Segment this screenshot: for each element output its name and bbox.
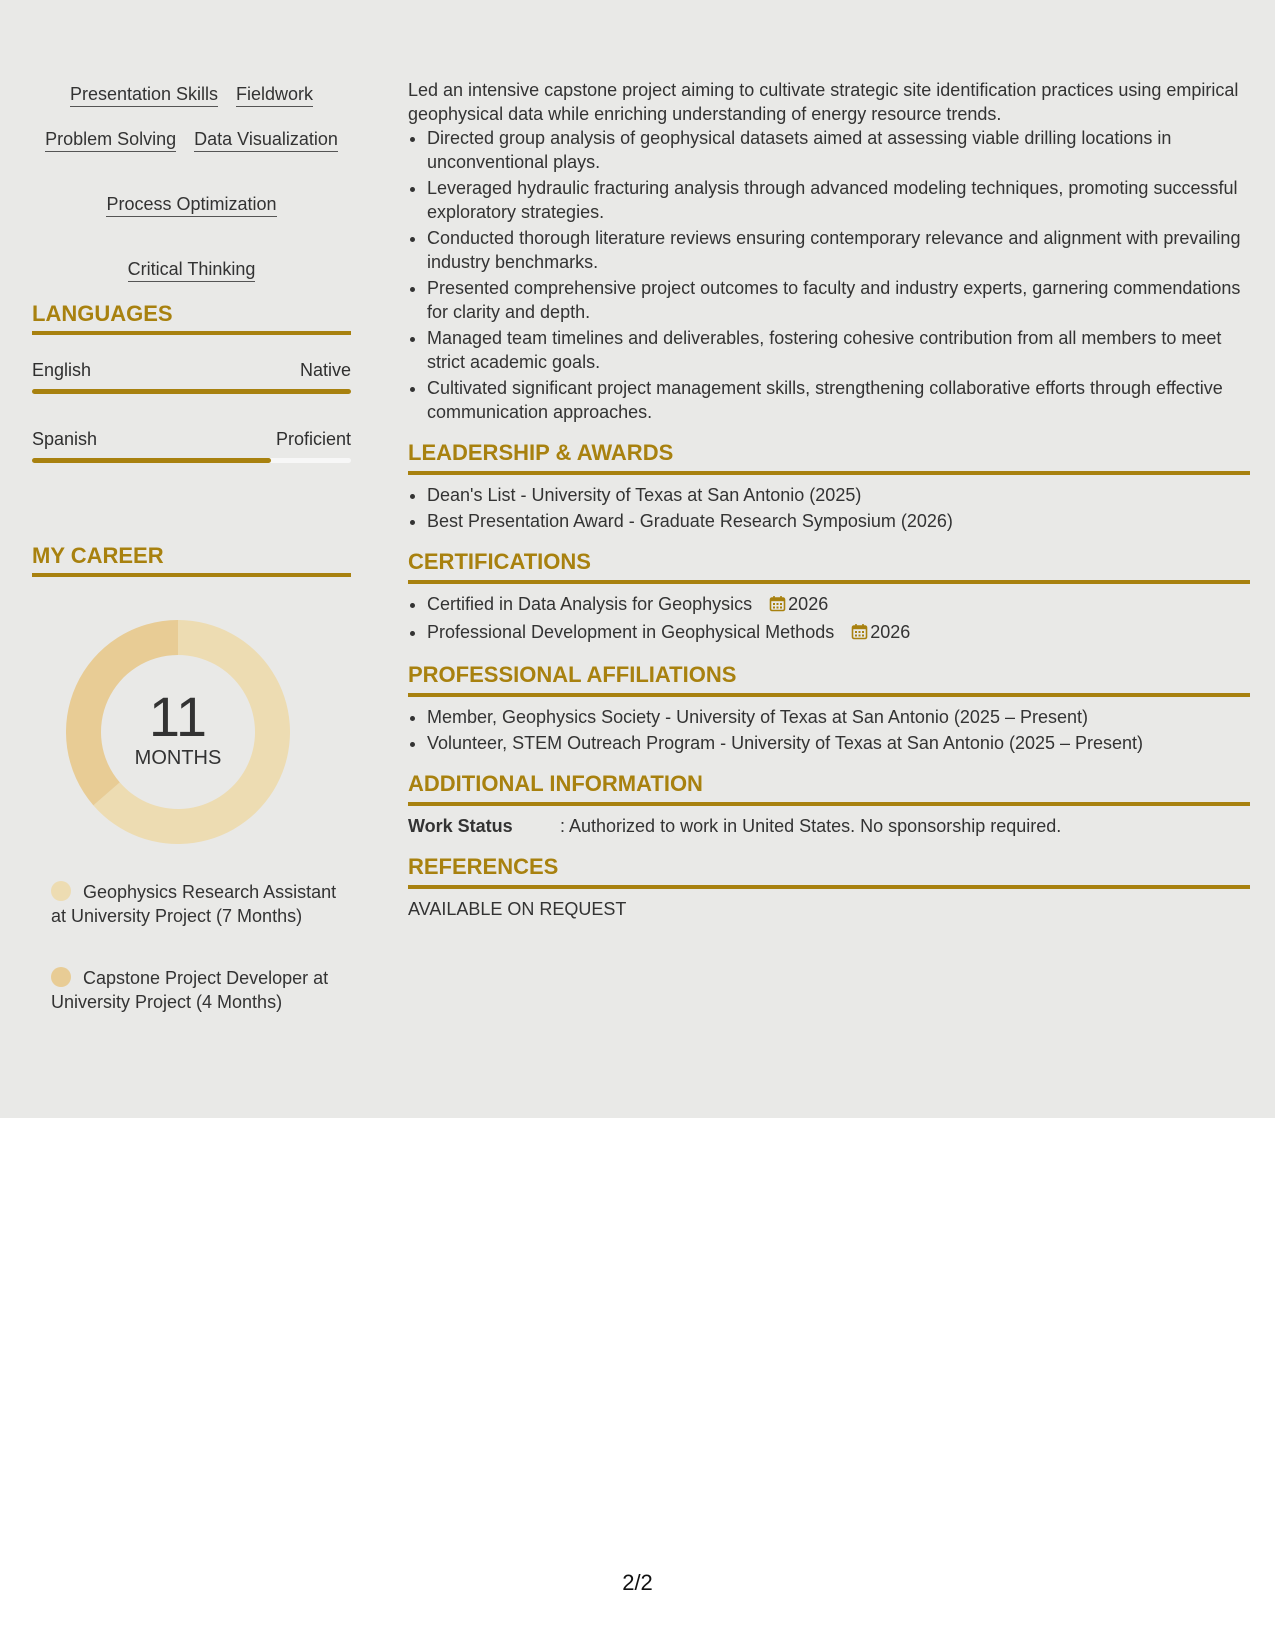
affiliation-item: • Member, Geophysics Society - University of Texas at San Antonio (2025 – Present) bbox=[427, 705, 1250, 729]
calendar-icon bbox=[851, 622, 868, 646]
additional-info-heading: ADDITIONAL INFORMATION bbox=[408, 771, 1250, 806]
language-bar-fill bbox=[32, 389, 351, 394]
certifications-list bbox=[408, 592, 1250, 646]
project-bullets bbox=[408, 126, 1250, 424]
language-row-english bbox=[32, 359, 351, 381]
project-bullet: • Presented comprehensive project outcomes to faculty and industry experts, garnering commendations for clarity and depth. bbox=[427, 276, 1250, 324]
award-item: • Dean's List - University of Texas at San Antonio (2025) bbox=[427, 483, 1250, 507]
legend-swatch bbox=[51, 881, 71, 901]
award-item: • Best Presentation Award - Graduate Research Symposium (2026) bbox=[427, 509, 1250, 533]
legend-label: Capstone Project Developer at University Project (4 Months) bbox=[51, 968, 329, 1012]
language-bar-spanish bbox=[32, 458, 351, 463]
certification-name: Professional Development in Geophysical Methods bbox=[427, 622, 835, 642]
certifications-heading: CERTIFICATIONS bbox=[408, 549, 1250, 584]
career-heading: MY CAREER bbox=[32, 543, 351, 577]
language-name: English bbox=[32, 360, 92, 380]
language-level: Native bbox=[299, 360, 351, 380]
legend-label: Geophysics Research Assistant at University Project (7 Months) bbox=[51, 882, 337, 926]
work-status-value: : Authorized to work in United States. No sponsorship required. bbox=[560, 816, 1062, 836]
career-total-unit: MONTHS bbox=[134, 747, 222, 769]
project-bullet: • Conducted thorough literature reviews ensuring contemporary relevance and alignment with prevailing industry benchmarks. bbox=[427, 226, 1250, 274]
affiliation-item: • Volunteer, STEM Outreach Program - University of Texas at San Antonio (2025 – Present) bbox=[427, 731, 1250, 755]
legend-swatch bbox=[51, 967, 71, 987]
certification-item bbox=[427, 592, 1250, 618]
career-total-number: 11 bbox=[148, 685, 208, 748]
career-donut-chart bbox=[66, 620, 290, 844]
skill-tag: Data Visualization bbox=[194, 127, 338, 152]
certification-item bbox=[427, 620, 1250, 646]
skill-tag: Presentation Skills bbox=[70, 82, 218, 107]
certification-name: Certified in Data Analysis for Geophysics bbox=[427, 594, 753, 614]
leadership-heading: LEADERSHIP & AWARDS bbox=[408, 440, 1250, 475]
language-bar-english bbox=[32, 389, 351, 394]
skill-tag: Problem Solving bbox=[45, 127, 176, 152]
skill-tag: Fieldwork bbox=[236, 82, 313, 107]
languages-heading: LANGUAGES bbox=[32, 301, 351, 335]
skill-tag: Process Optimization bbox=[106, 192, 276, 217]
language-name: Spanish bbox=[32, 429, 98, 449]
project-bullet: • Cultivated significant project management skills, strengthening collaborative efforts through effective communication approaches. bbox=[427, 376, 1250, 424]
references-heading: REFERENCES bbox=[408, 854, 1250, 889]
skills-list bbox=[32, 82, 351, 282]
donut-center-label bbox=[66, 620, 290, 844]
leadership-list bbox=[408, 483, 1250, 533]
project-bullet: • Directed group analysis of geophysical datasets aimed at assessing viable drilling locations in unconventional plays. bbox=[427, 126, 1250, 174]
certification-year: 2026 bbox=[870, 622, 911, 642]
career-legend-item bbox=[51, 966, 341, 1014]
affiliations-heading: PROFESSIONAL AFFILIATIONS bbox=[408, 662, 1250, 697]
right-column bbox=[408, 78, 1250, 921]
language-row-spanish bbox=[32, 428, 351, 450]
page-number: 2/2 bbox=[622, 1570, 653, 1595]
language-level: Proficient bbox=[275, 429, 351, 449]
language-bar-fill bbox=[32, 458, 271, 463]
skill-tag: Critical Thinking bbox=[128, 257, 256, 282]
affiliations-list bbox=[408, 705, 1250, 755]
calendar-icon bbox=[769, 594, 786, 618]
work-status-row bbox=[408, 814, 1250, 838]
career-legend-item bbox=[51, 880, 341, 928]
project-summary: Led an intensive capstone project aiming to cultivate strategic site identification practices using empirical geophysical data while enriching understanding of energy resource trends. bbox=[408, 80, 1239, 124]
references-text: AVAILABLE ON REQUEST bbox=[408, 899, 627, 919]
project-bullet: • Leveraged hydraulic fracturing analysis through advanced modeling techniques, promoting successful exploratory strategies. bbox=[427, 176, 1250, 224]
certification-year: 2026 bbox=[788, 594, 829, 614]
work-status-label: Work Status bbox=[408, 816, 513, 836]
project-bullet: • Managed team timelines and deliverables, fostering cohesive contribution from all members to meet strict academic goals. bbox=[427, 326, 1250, 374]
